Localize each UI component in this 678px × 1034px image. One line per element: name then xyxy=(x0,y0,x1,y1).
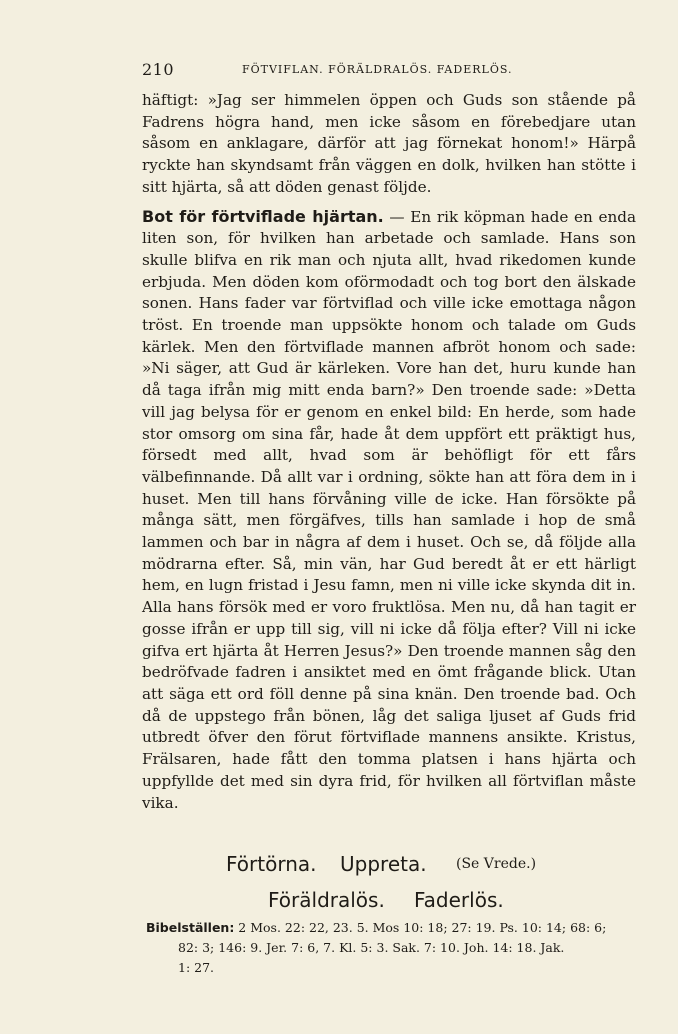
heading-foraldralos: Föräldralös. xyxy=(268,888,385,912)
heading-fortorna: Förtörna. xyxy=(226,852,317,876)
references-line-1: 2 Mos. 22: 22, 23. 5. Mos 10: 18; 27: 19. Ps. 10: 14; 68: 6; xyxy=(234,920,607,935)
body-text xyxy=(142,90,636,814)
bible-references xyxy=(146,918,636,978)
page-header xyxy=(142,60,522,79)
heading-faderlos: Faderlös. xyxy=(414,888,504,912)
running-title: FÖTVIFLAN. FÖRÄLDRALÖS. FADERLÖS. xyxy=(242,63,513,76)
paragraph-2-text: — En rik köpman hade en enda liten son, för hvilken han arbetade och samlade. Hans son skulle blifva en rik man och njuta allt, hvad rikedomen kunde erbjuda. Men döden kom oförmodadt och tog bort den älskade sonen. Hans fader var förtviflad och ville icke emottaga någon tröst. En troende man uppsökte honom och talade om Guds kärlek. Men den förtviflade mannen afbröt honom och sade: »Ni säger, att Gud är kärleken. Vore han det, huru kunde han då taga ifrån mig mitt enda barn?» Den troende sade: »Detta vill jag belysa för er genom en enkel bild: En herde, som hade stor omsorg om sina får, hade åt dem uppfört ett präktigt hus, försedt med allt, hvad som är behöfligt för ett fårs välbefinnande. Då allt var i ordning, sökte han att föra dem in i huset. Men till hans förvåning ville de icke. Han försökte på många sätt, men förgäfves, tills han samlade i hop de små lammen och bar in några af dem i huset. Och se, då följde alla mödrarna efter. Så, min vän, har Gud beredt åt er ett härligt hem, en lugn fristad i Jesu famn, men ni ville icke skynda dit in. Alla hans försök med er voro fruktlösa. Men nu, då han tagit er gosse ifrån er upp till sig, vill ni icke då följa efter? Vill ni icke gifva ert hjärta åt Herren Jesus?» Den troende mannen såg den bedröfvade fadren i ansiktet med en ömt frågande blick. Utan att säga ett ord föll denne på sina knän. Den troende bad. Och då de uppstego från bönen, låg det saliga ljuset af Guds frid utbredt öfver den förut förtviflade mannens ansikte. Kristus, Frälsaren, hade fått den tomma platsen i hans hjärta och uppfyllde det med sin dyra frid, för hvilken all förtviflan måste vika. xyxy=(142,207,636,812)
references-line-3: 1: 27. xyxy=(178,960,215,975)
references-label: Bibelställen: xyxy=(146,920,235,935)
heading-uppreta: Uppreta. xyxy=(340,852,427,876)
heading-see-vrede: (Se Vrede.) xyxy=(456,856,537,872)
paragraph-1: häftigt: »Jag ser himmelen öppen och Guds son stående på Fadrens högra hand, men icke såsom en förebedjare utan såsom en anklagare, därför att jag förnekat honom!» Härpå ryckte han skyndsamt från väggen en dolk, hvilken han stötte i sitt hjärta, så att döden genast följde. xyxy=(142,91,636,196)
paragraph-2 xyxy=(142,206,636,815)
section-heading-bot: Bot för förtviflade hjärtan. xyxy=(142,206,384,226)
references-line-2: 82: 3; 146: 9. Jer. 7: 6, 7. Kl. 5: 3. Sak. 7: 10. Joh. 14: 18. Jak. xyxy=(178,940,565,955)
page-number: 210 xyxy=(142,60,175,79)
